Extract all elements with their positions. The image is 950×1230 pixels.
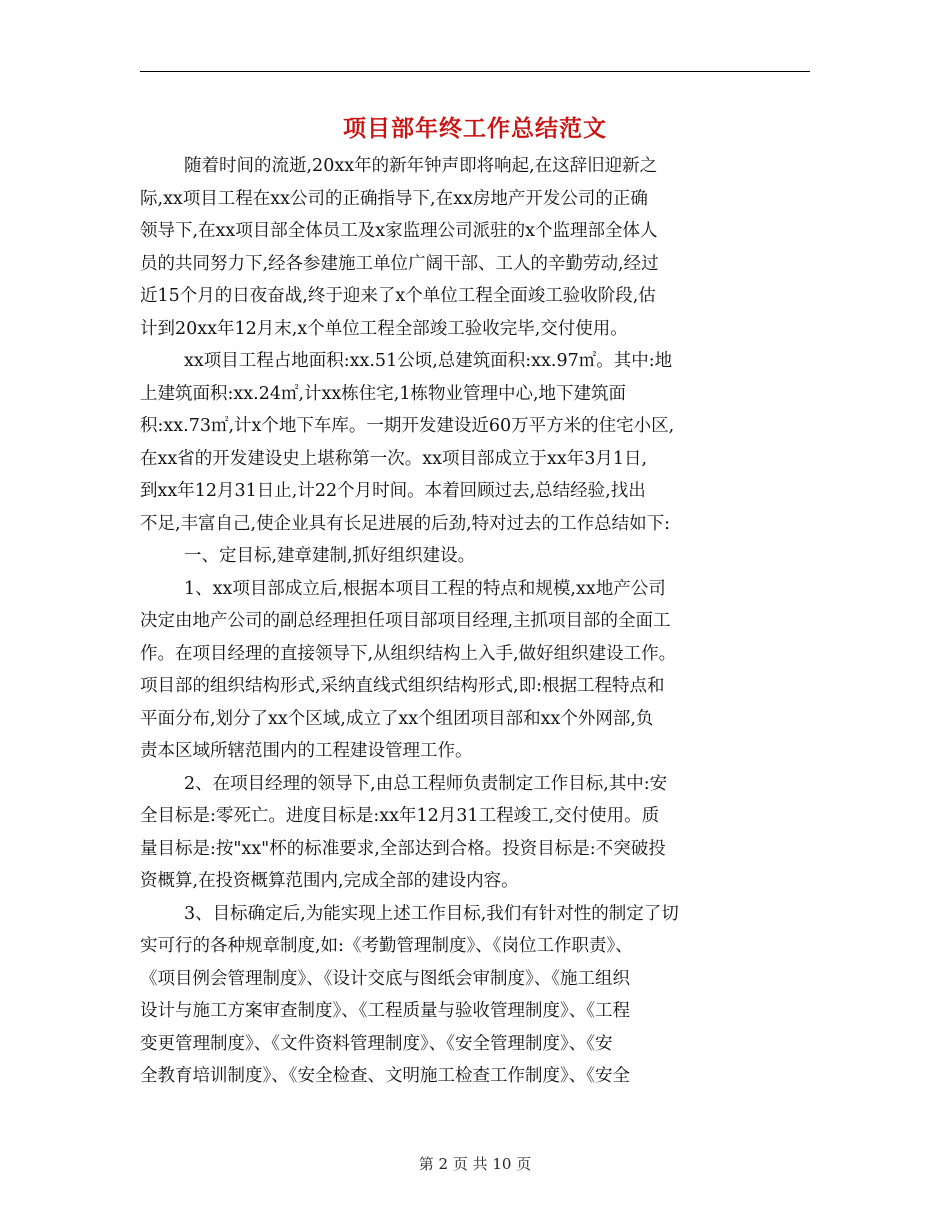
- text-line: 领导下,在xx项目部全体员工及x家监理公司派驻的x个监理部全体人: [140, 221, 658, 241]
- text-line: 资概算,在投资概算范围内,完成全部的建设内容。: [140, 871, 519, 891]
- text-line: 在xx省的开发建设史上堪称第一次。xx项目部成立于xx年3月1日,: [140, 448, 648, 469]
- text-line: 实可行的各种规章制度,如:《考勤管理制度》、《岗位工作职责》、: [140, 936, 633, 956]
- text-line: 作。在项目经理的直接领导下,从组织结构上入手,做好组织建设工作。: [140, 643, 677, 664]
- text-line: 计到20xx年12月末,x个单位工程全部竣工验收完毕,交付使用。: [140, 318, 628, 339]
- text-line: 设计与施工方案审查制度》、《工程质量与验收管理制度》、《工程: [140, 1001, 630, 1021]
- text-line: 近15个月的日夜奋战,终于迎来了x个单位工程全面竣工验收阶段,估: [140, 286, 656, 306]
- text-line: 到xx年12月31日止,计22个月时间。本着回顾过去,总结经验,找出: [140, 481, 646, 501]
- text-line: 一、定目标,建章建制,抓好组织建设。: [184, 546, 476, 566]
- text-line: 员的共同努力下,经各参建施工单位广阔干部、工人的辛勤劳动,经过: [140, 253, 659, 274]
- text-line: 决定由地产公司的副总经理担任项目部项目经理,主抓项目部的全面工: [140, 611, 671, 631]
- text-line: 上建筑面积:xx.24㎡,计xx栋住宅,1栋物业管理中心,地下建筑面: [140, 383, 627, 404]
- document-title: 项目部年终工作总结范文: [343, 116, 607, 142]
- text-line: 全目标是:零死亡。进度目标是:xx年12月31工程竣工,交付使用。质: [140, 806, 660, 826]
- text-line: 3、目标确定后,为能实现上述工作目标,我们有针对性的制定了切: [184, 903, 679, 924]
- text-line: xx项目工程占地面积:xx.51公顷,总建筑面积:xx.97㎡。其中:地: [184, 351, 673, 371]
- text-line: 《项目例会管理制度》、《设计交底与图纸会审制度》、《施工组织: [140, 968, 630, 989]
- text-line: 变更管理制度》、《文件资料管理制度》、《安全管理制度》、《安: [140, 1033, 613, 1054]
- text-line: 全教育培训制度》、《安全检查、文明施工检查工作制度》、《安全: [140, 1066, 630, 1086]
- text-line: 项目部的组织结构形式,采纳直线式组织结构形式,即:根据工程特点和: [140, 676, 665, 696]
- text-line: 积:xx.73㎡,计x个地下车库。一期开发建设近60万平方米的住宅小区,: [140, 416, 675, 436]
- text-line: 随着时间的流逝,20xx年的新年钟声即将响起,在这辞旧迎新之: [184, 156, 658, 176]
- header-rule: [140, 71, 810, 72]
- page-footer: 第 2 页 共 10 页: [418, 1155, 532, 1173]
- text-line: 2、在项目经理的领导下,由总工程师负责制定工作目标,其中:安: [184, 773, 668, 794]
- text-line: 平面分布,划分了xx个区域,成立了xx个组团项目部和xx个外网部,负: [140, 708, 654, 729]
- text-line: 际,xx项目工程在xx公司的正确指导下,在xx房地产开发公司的正确: [140, 188, 648, 209]
- text-line: 量目标是:按"xx"杯的标准要求,全部达到合格。投资目标是:不突破投: [140, 838, 666, 859]
- document-body: [140, 150, 810, 1093]
- text-line: 1、xx项目部成立后,根据本项目工程的特点和规模,xx地产公司: [184, 578, 666, 599]
- text-line: 责本区域所辖范围内的工程建设管理工作。: [140, 741, 473, 761]
- text-line: 不足,丰富自己,使企业具有长足进展的后劲,特对过去的工作总结如下:: [140, 513, 671, 534]
